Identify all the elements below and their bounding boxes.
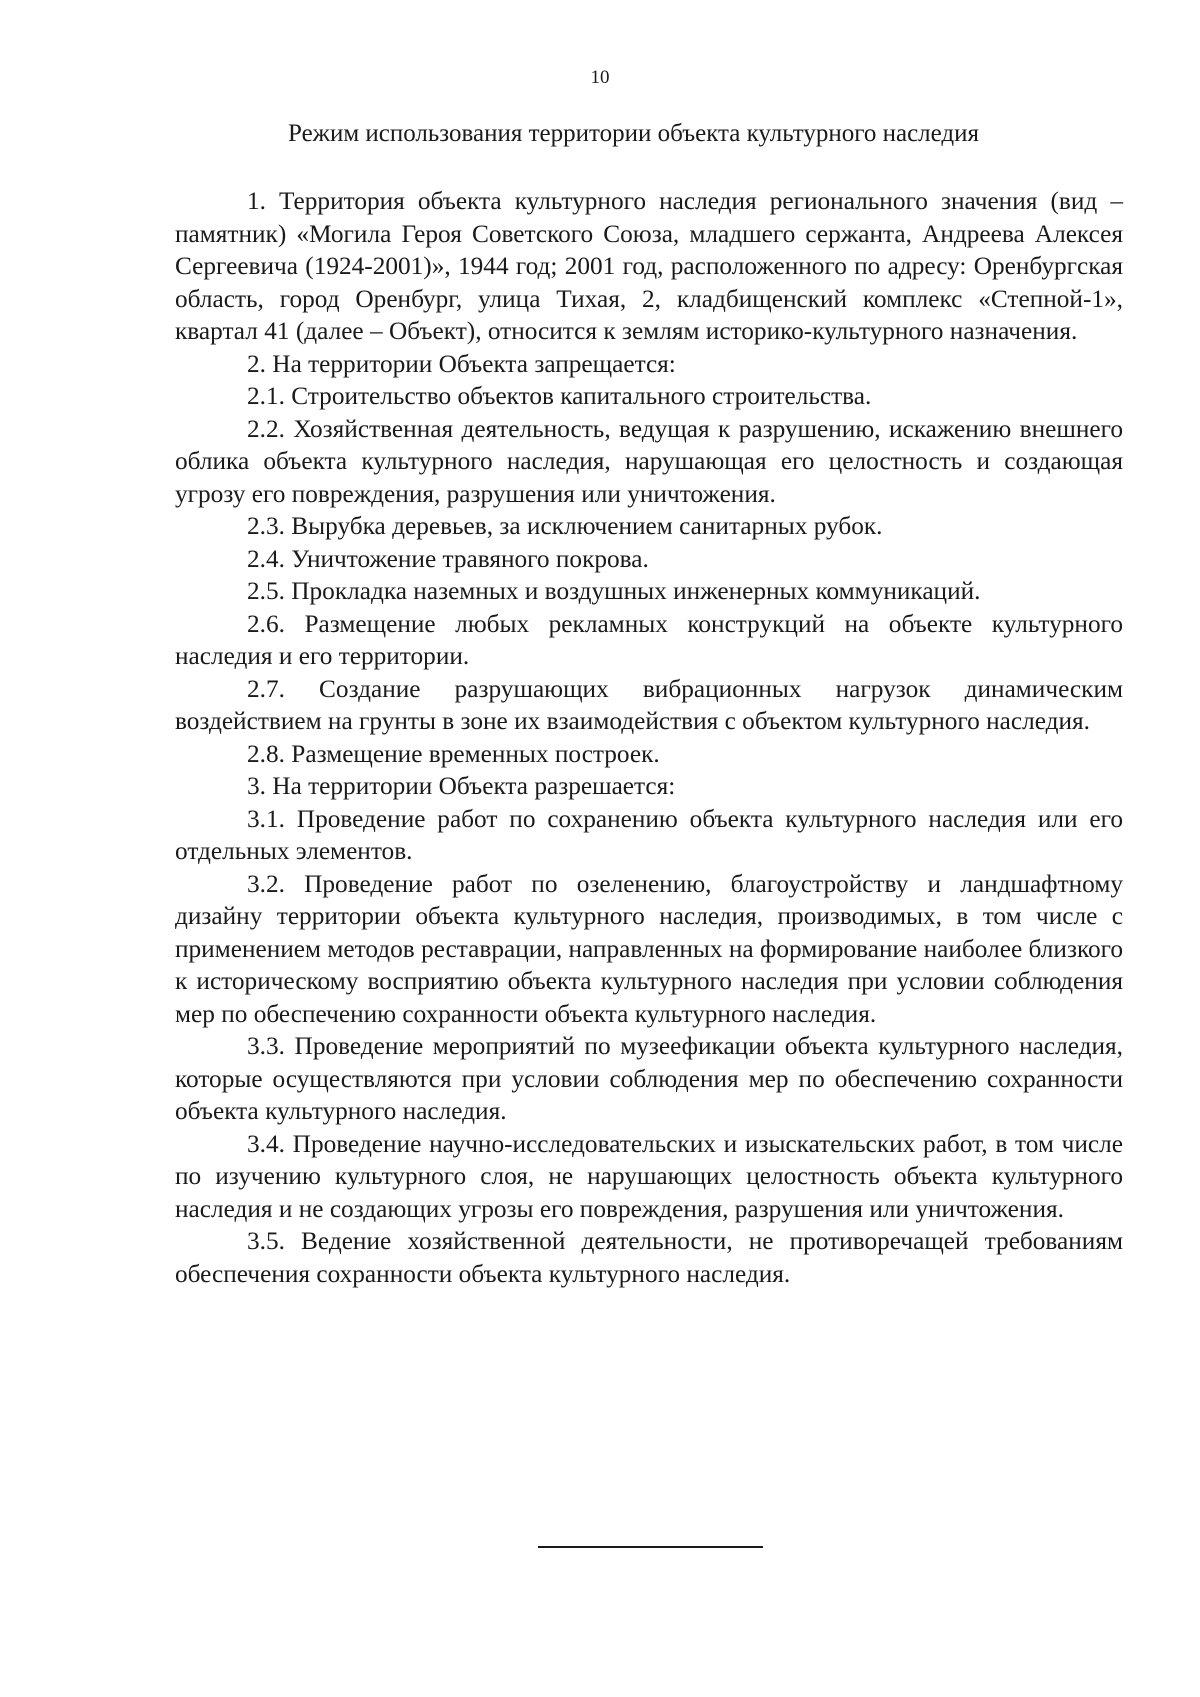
paragraph-2-5: 2.5. Прокладка наземных и воздушных инженерных коммуникаций. xyxy=(247,577,981,605)
paragraph-3-3: 3.3. Проведение мероприятий по музеефикации объекта культурного наследия, которые осуществляются при условии соблюдения мер по обеспечению сохранности объекта культурного наследия. xyxy=(175,1032,1123,1125)
paragraph-permitted-heading: 3. На территории Объекта разрешается: xyxy=(247,772,676,800)
paragraph-2-2: 2.2. Хозяйственная деятельность, ведущая к разрушению, искажению внешнего облика объекта культурного наследия, нарушающая его целостность и создающая угрозу его повреждения, разрушения или уничтожения. xyxy=(175,414,1123,508)
document-title: Режим использования территории объекта культурного наследия xyxy=(288,120,980,147)
paragraph-3-2: 3.2. Проведение работ по озеленению, благоустройству и ландшафтному дизайну территории объекта культурного наследия, производимых, в том числе с применением методов реставрации, направленных на формирование наиболее близкого к историческому восприятию объекта культурного наследия при условии соблюдения мер по обеспечению сохранности объекта культурного наследия. xyxy=(175,869,1123,1028)
paragraph-2-8: 2.8. Размещение временных построек. xyxy=(247,739,660,768)
paragraph-3-1: 3.1. Проведение работ по сохранению объекта культурного наследия или его отдельных элементов. xyxy=(175,804,1123,865)
closing-rule xyxy=(538,1546,763,1548)
paragraph-3-4: 3.4. Проведение научно-исследовательских и изыскательских работ, в том числе по изучению культурного слоя, не нарушающих целостность объекта культурного наследия и не создающих угрозы его повреждения, разрушения или уничтожения. xyxy=(175,1129,1123,1223)
paragraph-2-3: 2.3. Вырубка деревьев, за исключением санитарных рубок. xyxy=(247,512,883,540)
paragraph-2-6: 2.6. Размещение любых рекламных конструкций на объекте культурного наследия и его территории. xyxy=(175,609,1123,670)
paragraph-3-5: 3.5. Ведение хозяйственной деятельности, не противоречащей требованиям обеспечения сохранности объекта культурного наследия. xyxy=(175,1227,1123,1288)
paragraph-prohibited-heading: 2. На территории Объекта запрещается: xyxy=(247,349,676,378)
paragraph-territory: 1. Территория объекта культурного наследия регионального значения (вид – памятник) «Могила Героя Советского Союза, младшего сержанта, Андреева Алексея Сергеевича (1924-2001)», 1944 год; 2001 год, расположенного по адресу: Оренбургская область, город Оренбург, улица Тихая, 2, кладбищенский комплекс «Степной-1», квартал 41 (далее – Объект), относится к землям историко-культурного назначения. xyxy=(175,187,1123,345)
document-body xyxy=(175,185,1123,1290)
page-number: 10 xyxy=(590,67,610,88)
paragraph-2-4: 2.4. Уничтожение травяного покрова. xyxy=(247,544,649,573)
paragraph-2-1: 2.1. Строительство объектов капитального строительства. xyxy=(247,382,872,410)
paragraph-2-7: 2.7. Создание разрушающих вибрационных нагрузок динамическим воздействием на грунты в зоне их взаимодействия с объектом культурного наследия. xyxy=(175,674,1123,735)
